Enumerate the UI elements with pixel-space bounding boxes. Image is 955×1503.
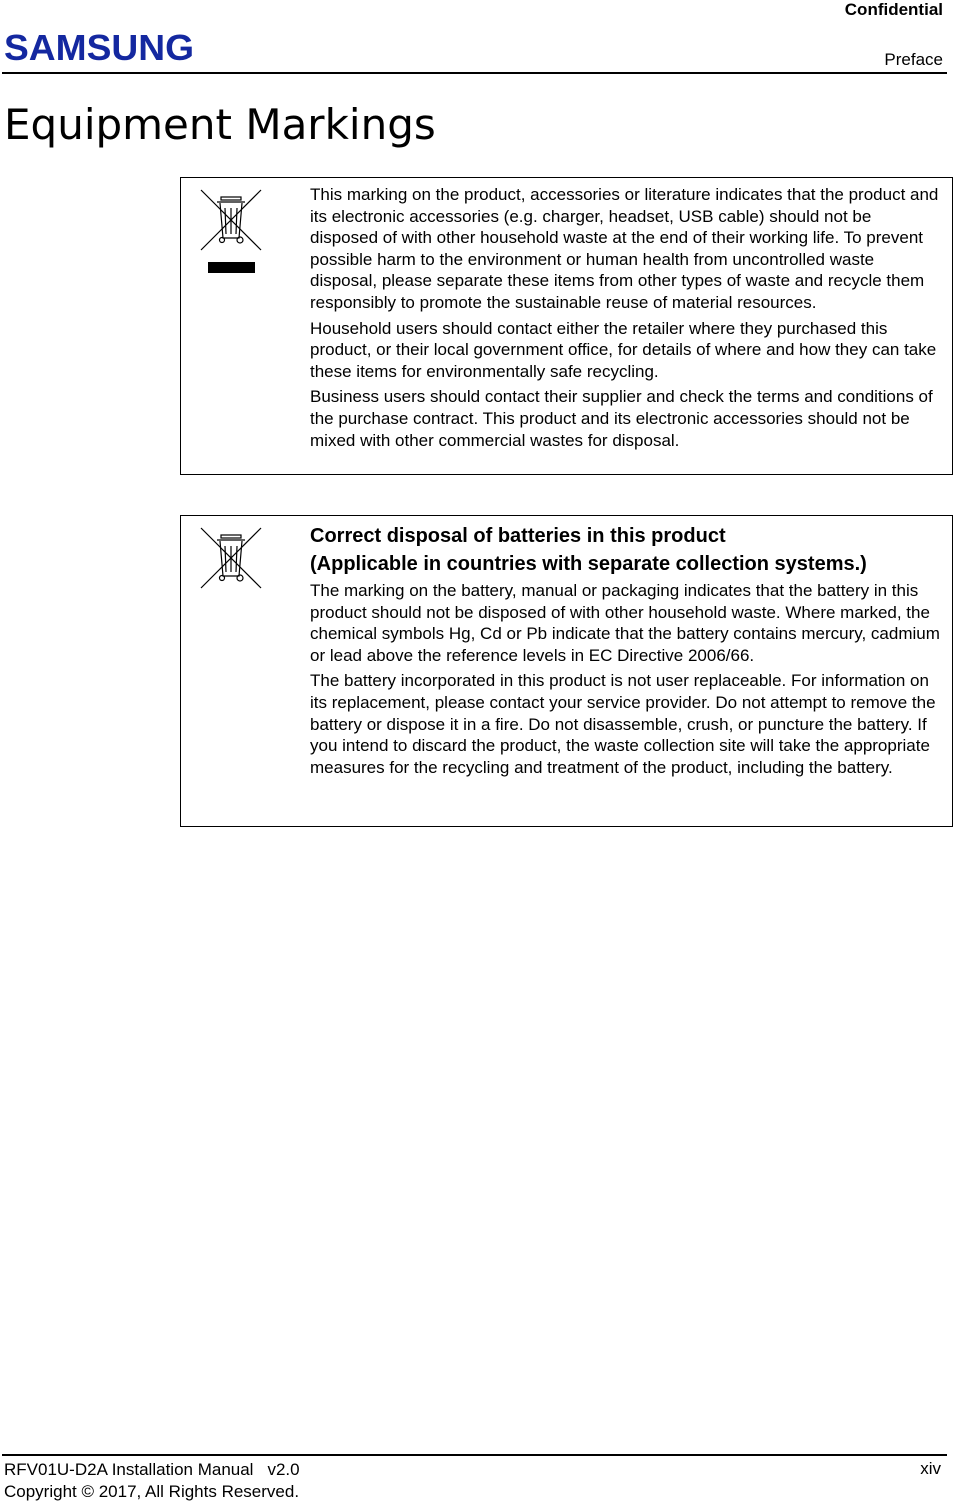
weee-paragraph-1: This marking on the product, accessories or literature indicates that the product and its electronic accessories (e.g. charger, headset, USB cable) should not be disposed of with other household waste at the end of their working life. To prevent possible harm to the environment or human health from uncontrolled waste disposal, please separate these items from other types of waste and recycle them responsibly to promote the sustainable reuse of material resources. [310,185,939,312]
samsung-logo [4,29,196,63]
weee-marking-box [180,177,953,475]
doc-name: RFV01U-D2A Installation Manual [4,1460,254,1479]
crossed-bin-icon [199,526,263,590]
battery-heading-line1: Correct disposal of batteries in this product [310,525,726,547]
weee-marking-text [310,184,944,455]
samsung-logo-text: SAMSUNG [4,29,194,63]
separate-collection-bar [208,262,255,273]
footer-left [4,1459,300,1503]
header-rule [2,72,947,74]
page-number: xiv [920,1459,941,1478]
weee-paragraph-2: Household users should contact either the retailer where they purchased this product, or their local government office, for details of where and how they can take these items for environmentally safe recycling. [310,318,937,381]
section-label: Preface [884,50,943,69]
weee-paragraph-3: Business users should contact their supplier and check the terms and conditions of the purchase contract. This product and its electronic accessories should not be mixed with other commercial wastes for disposal. [310,387,933,450]
battery-paragraph-1: The marking on the battery, manual or packaging indicates that the battery in this product should not be disposed of with other household waste. Where marked, the chemical symbols Hg, Cd or Pb indicate that the battery contains mercury, cadmium or lead above the reference levels in EC Directive 2006/66. [310,581,940,665]
page-title: Equipment Markings [4,100,436,149]
battery-marking-text [310,522,944,782]
crossed-bin-icon [199,188,263,252]
battery-paragraph-2: The battery incorporated in this product is not user replaceable. For information on its replacement, please contact your service provider. Do not attempt to remove the battery or dispose it in a fire. Do not disassemble, crush, or puncture the battery. If you intend to discard the product, the waste collection site will take the appropriate measures for the recycling and treatment of the product, including the battery. [310,671,936,777]
footer-rule [2,1454,947,1456]
copyright: Copyright © 2017, All Rights Reserved. [4,1482,300,1501]
battery-heading-line2: (Applicable in countries with separate collection systems.) [310,553,867,575]
doc-version: v2.0 [267,1460,300,1479]
confidential-label: Confidential [844,0,943,19]
battery-marking-box [180,515,953,827]
footer-doc-line [4,1459,300,1481]
